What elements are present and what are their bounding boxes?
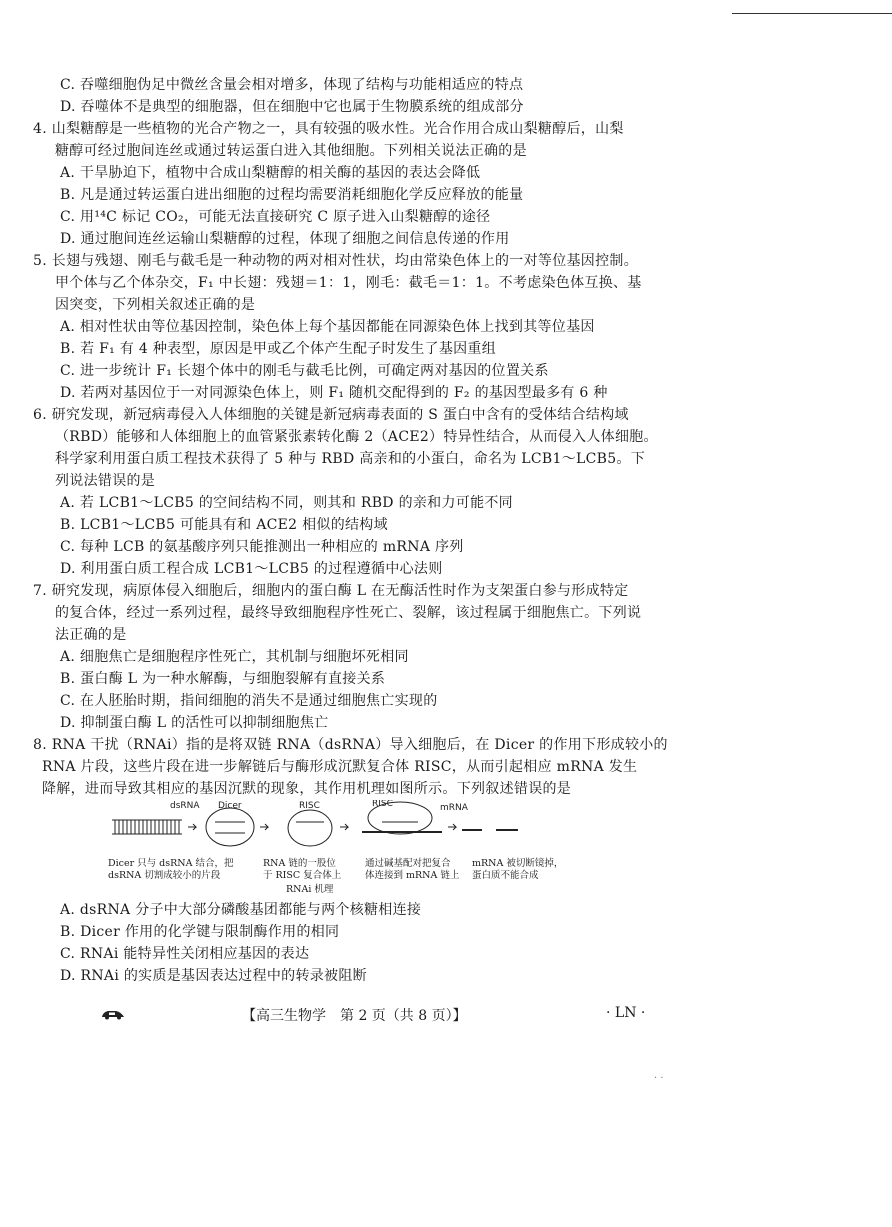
q8-stem-1: 8. RNA 干扰（RNAi）指的是将双链 RNA（dsRNA）导入细胞后，在 Dicer 的作用下形成较小的 [33,737,668,753]
q4-stem-1: 4. 山梨糖醇是一些植物的光合产物之一，具有较强的吸水性。光合作用合成山梨糖醇后，山梨 [33,121,624,137]
caption-step2-line1: RNA 链的一股位 [263,858,336,869]
caption-step1-line1: Dicer 只与 dsRNA 结合，把 [108,858,234,869]
q3-option-c: C. 吞噬细胞伪足中微丝含量会相对增多，体现了结构与功能相适应的特点 [60,77,524,93]
q7-option-a: A. 细胞焦亡是细胞程序性死亡，其机制与细胞坏死相同 [60,649,409,665]
page-footer-right: · LN · [606,1005,646,1021]
q6-option-d: D. 利用蛋白质工程合成 LCB1～LCB5 的过程遵循中心法则 [60,561,443,577]
q5-stem-1: 5. 长翅与残翅、刚毛与截毛是一种动物的两对相对性状，均由常染色体上的一对等位基因控制。 [33,253,639,269]
car-logo-icon [100,1008,126,1020]
caption-step2-line2: 于 RISC 复合体上 [263,870,342,881]
q8-option-a: A. dsRNA 分子中大部分磷酸基团都能与两个核糖相连接 [60,902,422,918]
dsrna-label: dsRNA [170,801,200,811]
q6-option-a: A. 若 LCB1～LCB5 的空间结构不同，则其和 RBD 的亲和力可能不同 [60,495,513,511]
q4-option-c: C. 用¹⁴C 标记 CO₂，可能无法直接研究 C 原子进入山梨糖醇的途径 [60,209,491,225]
q7-option-b: B. 蛋白酶 L 为一种水解酶，与细胞裂解有直接关系 [60,671,386,687]
q8-stem-2: RNA 片段，这些片段在进一步解链后与酶形成沉默复合体 RISC，从而引起相应 mRNA 发生 [42,759,638,775]
q4-option-a: A. 干旱胁迫下，植物中合成山梨糖醇的相关酶的基因的表达会降低 [60,165,481,181]
q5-option-b: B. 若 F₁ 有 4 种表型，原因是甲或乙个体产生配子时发生了基因重组 [60,341,497,357]
q5-option-a: A. 相对性状由等位基因控制，染色体上每个基因都能在同源染色体上找到其等位基因 [60,319,595,335]
q6-option-b: B. LCB1～LCB5 可能具有和 ACE2 相似的结构域 [60,517,388,533]
q3-option-d: D. 吞噬体不是典型的细胞器，但在细胞中它也属于生物膜系统的组成部分 [60,99,524,115]
caption-step4-line2: 蛋白质不能合成 [472,870,539,881]
q7-stem-1: 7. 研究发现，病原体侵入细胞后，细胞内的蛋白酶 L 在无酶活性时作为支架蛋白参与形成特定 [33,583,629,599]
q8-option-b: B. Dicer 作用的化学键与限制酶作用的相同 [60,924,340,940]
rnai-diagram-figure [100,800,600,858]
q4-option-b: B. 凡是通过转运蛋白进出细胞的过程均需要消耗细胞化学反应释放的能量 [60,187,524,203]
q8-stem-3: 降解，进而导致其相应的基因沉默的现象，其作用机理如图所示。下列叙述错误的是 [42,781,572,797]
diagram-title: RNAi 机理 [286,884,334,895]
q6-stem-4: 列说法错误的是 [55,473,156,489]
stray-marks: · · [654,1073,664,1084]
q7-stem-3: 法正确的是 [55,627,127,643]
q8-option-c: C. RNAi 能特异性关闭相应基因的表达 [60,946,310,962]
page-footer-center: 【高三生物学 第 2 页（共 8 页）】 [242,1008,467,1024]
q5-option-c: C. 进一步统计 F₁ 长翅个体中的刚毛与截毛比例，可确定两对基因的位置关系 [60,363,549,379]
q5-stem-2: 甲个体与乙个体杂交，F₁ 中长翅：残翅＝1：1，刚毛：截毛＝1：1。不考虑染色体互换、基 [55,275,642,291]
q5-stem-3: 因突变，下列相关叙述正确的是 [55,297,256,313]
q7-option-d: D. 抑制蛋白酶 L 的活性可以抑制细胞焦亡 [60,715,329,731]
q5-option-d: D. 若两对基因位于一对同源染色体上，则 F₁ 随机交配得到的 F₂ 的基因型最多有 6 种 [60,385,608,401]
q4-stem-2: 糖醇可经过胞间连丝或通过转运蛋白进入其他细胞。下列相关说法正确的是 [55,143,527,159]
rnai-diagram [100,800,600,900]
dicer-label: Dicer [218,801,242,811]
caption-step3-line1: 通过碱基配对把复合 [365,858,451,869]
q7-option-c: C. 在人胚胎时期，指间细胞的消失不是通过细胞焦亡实现的 [60,693,438,709]
q4-option-d: D. 通过胞间连丝运输山梨糖醇的过程，体现了细胞之间信息传递的作用 [60,231,510,247]
q6-stem-2: （RBD）能够和人体细胞上的血管紧张素转化酶 2（ACE2）特异性结合，从而侵入人体细胞。 [55,429,658,445]
risc-label-2: RISC [372,800,393,809]
caption-step4-line1: mRNA 被切断镜掉， [472,858,564,869]
risc-label-1: RISC [299,801,320,811]
q6-stem-1: 6. 研究发现，新冠病毒侵入人体细胞的关键是新冠病毒表面的 S 蛋白中含有的受体结合结构域 [33,407,629,423]
q6-option-c: C. 每种 LCB 的氨基酸序列只能推测出一种相应的 mRNA 序列 [60,539,464,555]
caption-step3-line2: 体连接到 mRNA 链上 [365,870,460,881]
top-rule [732,13,892,14]
q6-stem-3: 科学家利用蛋白质工程技术获得了 5 种与 RBD 高亲和的小蛋白，命名为 LCB1～LCB5。下 [55,451,646,467]
mrna-label: mRNA [440,803,468,813]
caption-step1-line2: dsRNA 切割成较小的片段 [108,870,221,881]
q7-stem-2: 的复合体，经过一系列过程，最终导致细胞程序性死亡、裂解，该过程属于细胞焦亡。下列说 [55,605,642,621]
q8-option-d: D. RNAi 的实质是基因表达过程中的转录被阻断 [60,968,367,984]
